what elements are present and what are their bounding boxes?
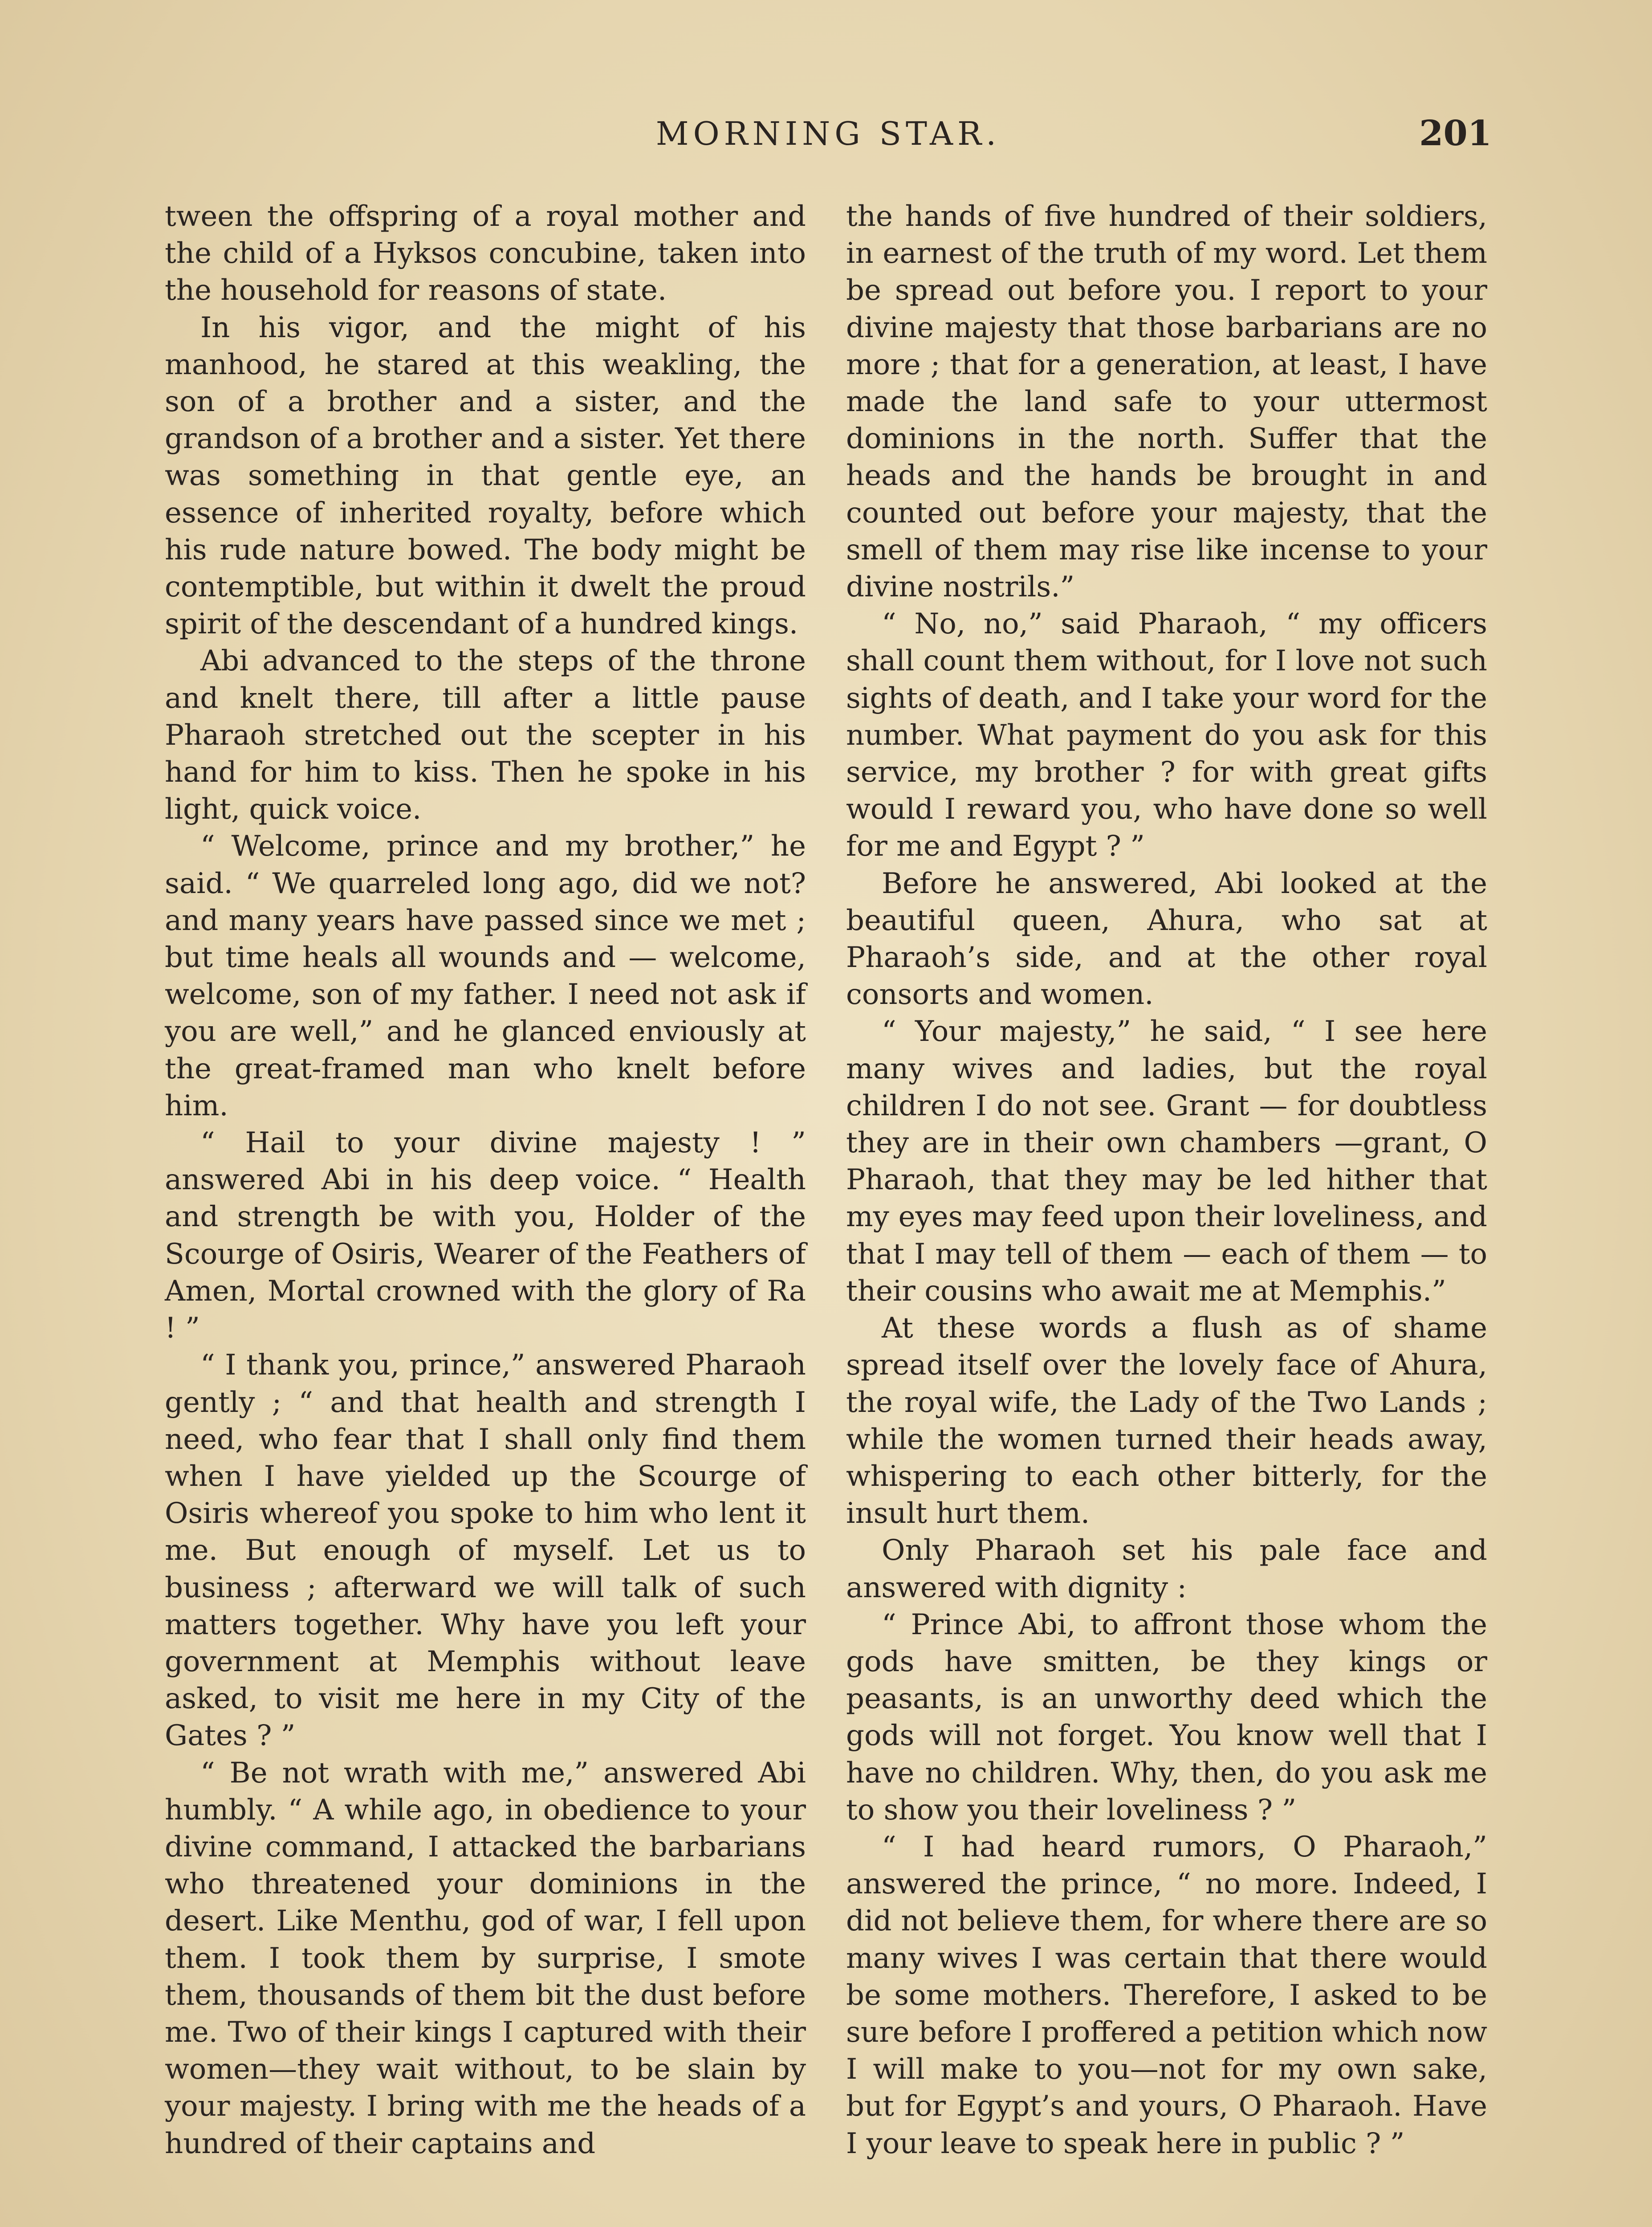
paragraph: “ Be not wrath with me,” answered Abi humbly. “ A while ago, in obedience to your divine command, I attacked the barbarians who threatened your dominions in the desert. Like Menthu, god of war, I fell upon them. I took them by surprise, I smote them, thousands of them bit the dust before me. Two of their kings I captured with their women—they wait without, to be slain by your majesty. I bring with me the heads of a hundred of their captains and [165, 1756, 806, 2160]
paragraph: “ Your majesty,” he said, “ I see here many wives and ladies, but the royal children I do not see. Grant — for doubtless they are in their own chambers —grant, O Pharaoh, that they may be led hither that my eyes may feed upon their loveliness, and that I may tell of them — each of them — to their cousins who await me at Memphis.” [846, 1015, 1487, 1308]
paragraph: Only Pharaoh set his pale face and answered with dignity : [846, 1534, 1487, 1604]
left-text-column [165, 198, 806, 2162]
paragraph: “ Hail to your divine majesty ! ” answered Abi in his deep voice. “ Health and strength be with you, Holder of the Scourge of Osiris, Wearer of the Feathers of Amen, Mortal crowned with the glory of Ra ! ” [165, 1126, 806, 1345]
paragraph: Abi advanced to the steps of the throne and knelt there, till after a little pause Pharaoh stretched out the scepter in his hand for him to kiss. Then he spoke in his light, quick voice. [165, 644, 806, 826]
paragraph: “ No, no,” said Pharaoh, “ my officers shall count them without, for I love not such sights of death, and I take your word for the number. What payment do you ask for this service, my brother ? for with great gifts would I reward you, who have done so well for me and Egypt ? ” [846, 608, 1487, 863]
right-text-column [846, 198, 1487, 2162]
paragraph: tween the offspring of a royal mother and the child of a Hyksos concubine, taken into the household for reasons of state. [165, 200, 806, 307]
page-number: 201 [1419, 113, 1492, 154]
page-header [165, 111, 1492, 165]
running-title: MORNING STAR. [655, 115, 1001, 152]
paragraph: “ I had heard rumors, O Pharaoh,” answered the prince, “ no more. Indeed, I did not believe them, for where there are so many wives I was certain that there would be some mothers. Therefore, I asked to be sure before I proffered a petition which now I will make to you—not for my own sake, but for Egypt’s and yours, O Pharaoh. Have I your leave to speak here in public ? ” [846, 1830, 1487, 2160]
paragraph: In his vigor, and the might of his manhood, he stared at this weakling, the son of a brother and a sister, and the grandson of a brother and a sister. Yet there was something in that gentle eye, an essence of inherited royalty, before which his rude nature bowed. The body might be contemptible, but within it dwelt the proud spirit of the descendant of a hundred kings. [165, 311, 806, 641]
paragraph: the hands of five hundred of their soldiers, in earnest of the truth of my word. Let them be spread out before you. I report to your divine majesty that those barbarians are no more ; that for a generation, at least, I have made the land safe to your uttermost dominions in the north. Suffer that the heads and the hands be brought in and counted out before your majesty, that the smell of them may rise like incense to your divine nostrils.” [846, 200, 1487, 604]
paragraph: At these words a flush as of shame spread itself over the lovely face of Ahura, the royal wife, the Lady of the Two Lands ; while the women turned their heads away, whispering to each other bitterly, for the insult hurt them. [846, 1312, 1487, 1530]
paragraph: Before he answered, Abi looked at the beautiful queen, Ahura, who sat at Pharaoh’s side, and at the other royal consorts and women. [846, 867, 1487, 1012]
paragraph: “ Welcome, prince and my brother,” he said. “ We quarreled long ago, did we not? and many years have passed since we met ; but time heals all wounds and — welcome, welcome, son of my father. I need not ask if you are well,” and he glanced enviously at the great-framed man who knelt before him. [165, 830, 806, 1122]
paragraph: “ Prince Abi, to affront those whom the gods have smitten, be they kings or peasants, is an unworthy deed which the gods will not forget. You know well that I have no children. Why, then, do you ask me to show you their loveliness ? ” [846, 1608, 1487, 1827]
paragraph: “ I thank you, prince,” answered Pharaoh gently ; “ and that health and strength I need, who fear that I shall only find them when I have yielded up the Scourge of Osiris whereof you spoke to him who lent it me. But enough of myself. Let us to business ; afterward we will talk of such matters together. Why have you left your government at Memphis without leave asked, to visit me here in my City of the Gates ? ” [165, 1349, 806, 1753]
